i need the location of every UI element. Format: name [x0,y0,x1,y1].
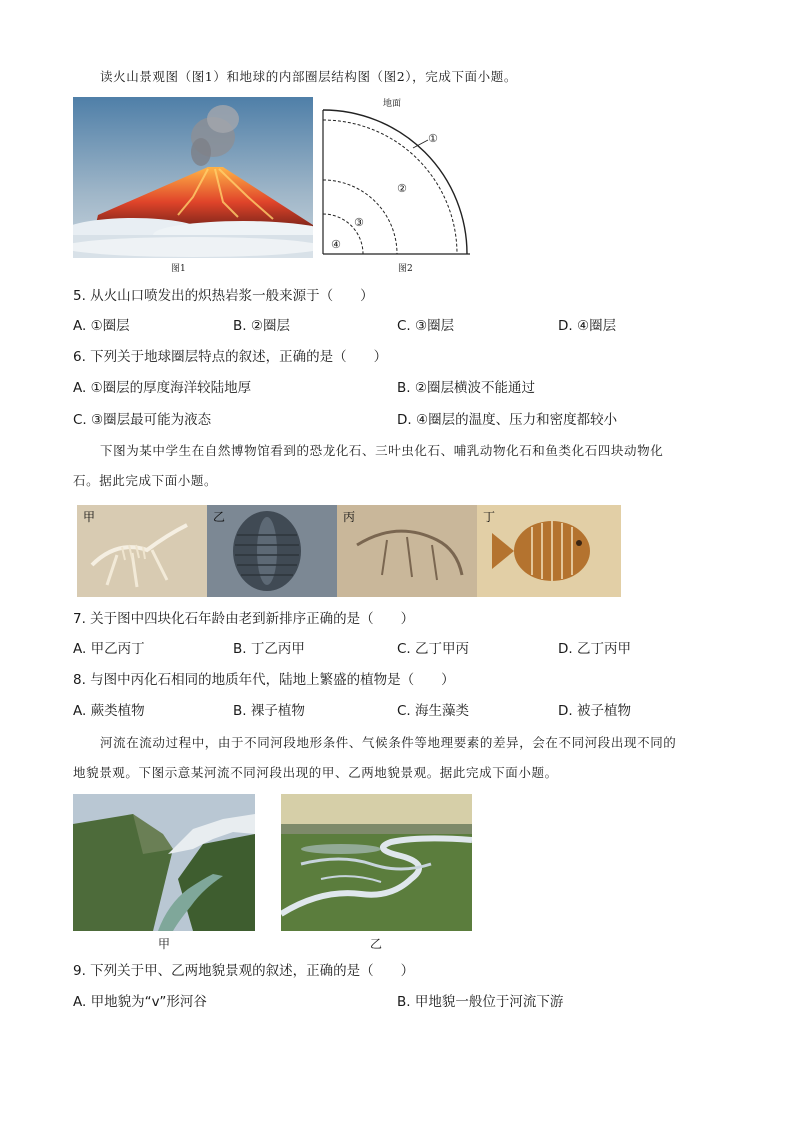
question-8-stem: 8. 与图中丙化石相同的地质年代，陆地上繁盛的植物是（ ） [73,672,455,688]
q5-option-d: D. ④圈层 [558,318,617,334]
landscape-yi-photo [281,794,472,931]
q7-option-c: C. 乙丁甲丙 [397,641,470,657]
earth-layers-diagram [318,96,474,258]
figure-2-caption: 图2 [398,264,413,274]
q8-option-a: A. 蕨类植物 [73,703,145,719]
landscape-jia-photo [73,794,255,931]
question-5-stem: 5. 从火山口喷发出的炽热岩浆一般来源于（ ） [73,288,374,304]
volcano-photo [73,97,313,258]
fossil-ding-label: 丁 [483,510,496,524]
q8-option-b: B. 裸子植物 [233,703,305,719]
intro-text-2-line-2: 石。据此完成下面小题。 [73,473,218,488]
surface-label: 地面 [383,99,402,109]
fossil-jia [77,505,207,597]
layer-2-label: ② [397,182,407,195]
fossil-ding [477,505,621,597]
intro-text-3-line-1: 河流在流动过程中，由于不同河段地形条件、气候条件等地理要素的差异，会在不同河段出现不同的 [100,735,677,750]
q9-option-b: B. 甲地貌一般位于河流下游 [397,994,564,1010]
intro-text-1: 读火山景观图（图1）和地球的内部圈层结构图（图2），完成下面小题。 [100,69,517,84]
figure-1-caption: 图1 [171,264,186,274]
q7-option-d: D. 乙丁丙甲 [558,641,631,657]
q5-option-b: B. ②圈层 [233,318,290,334]
fossil-yi [207,505,337,597]
layer-1-label: ① [428,132,438,145]
q5-option-a: A. ①圈层 [73,318,130,334]
fossil-jia-label: 甲 [83,510,96,524]
q8-option-d: D. 被子植物 [558,703,631,719]
q5-option-c: C. ③圈层 [397,318,455,334]
q7-option-a: A. 甲乙丙丁 [73,641,145,657]
q8-option-c: C. 海生藻类 [397,703,470,719]
q6-option-b: B. ②圈层横波不能通过 [397,380,535,396]
landscape-yi-label: 乙 [370,937,383,951]
intro-text-2-line-1: 下图为某中学生在自然博物馆看到的恐龙化石、三叶虫化石、哺乳动物化石和鱼类化石四块动物化 [100,443,664,458]
fossil-bing [337,505,477,597]
intro-text-3-line-2: 地貌景观。下图示意某河流不同河段出现的甲、乙两地貌景观。据此完成下面小题。 [73,765,558,780]
fossil-yi-label: 乙 [213,510,226,524]
layer-3-label: ③ [354,216,364,229]
q7-option-b: B. 丁乙丙甲 [233,641,305,657]
q6-option-d: D. ④圈层的温度、压力和密度都较小 [397,412,618,428]
question-7-stem: 7. 关于图中四块化石年龄由老到新排序正确的是（ ） [73,611,415,627]
question-6-stem: 6. 下列关于地球圈层特点的叙述，正确的是（ ） [73,349,388,365]
landscape-jia-label: 甲 [158,937,171,951]
question-9-stem: 9. 下列关于甲、乙两地貌景观的叙述，正确的是（ ） [73,963,415,979]
q9-option-a: A. 甲地貌为“v”形河谷 [73,994,207,1010]
q6-option-c: C. ③圈层最可能为液态 [73,412,212,428]
fossil-bing-label: 丙 [343,510,356,524]
q6-option-a: A. ①圈层的厚度海洋较陆地厚 [73,380,252,396]
layer-4-label: ④ [331,238,341,251]
